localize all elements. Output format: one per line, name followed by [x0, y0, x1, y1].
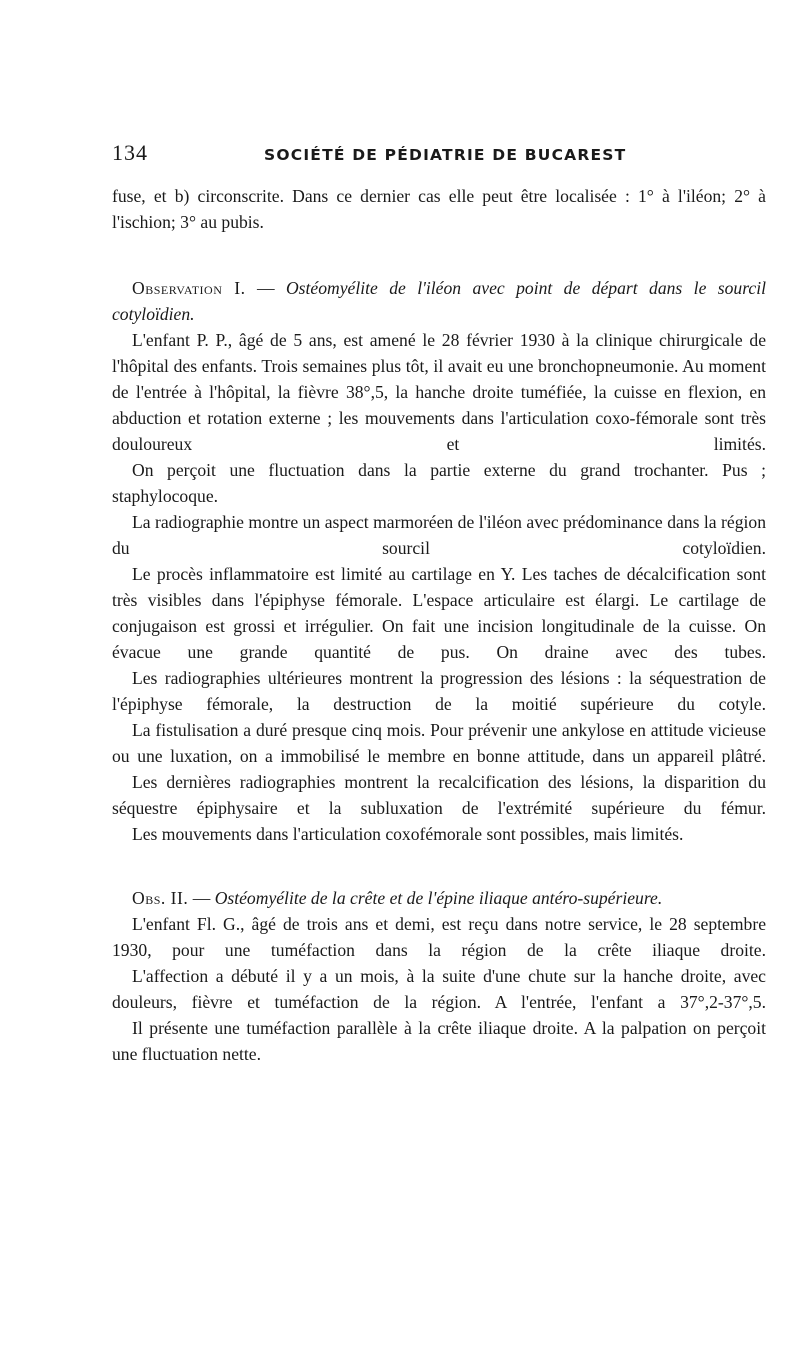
running-title: SOCIÉTÉ DE PÉDIATRIE DE BUCAREST: [264, 146, 627, 164]
obs1-paragraph: Les dernières radiographies montrent la recalcification des lésions, la disparition du séquestre épiphysaire et la subluxation de l'extrémité supérieure du fémur.: [112, 772, 766, 818]
observation-1-dash: —: [245, 278, 286, 298]
obs1-paragraph: Les mouvements dans l'articulation coxofémorale sont possibles, mais limités.: [132, 824, 684, 844]
observation-1-label: Observation I.: [132, 278, 246, 298]
body-text: [112, 183, 766, 1067]
obs1-paragraph: L'enfant P. P., âgé de 5 ans, est amené le 28 février 1930 à la clinique chirurgicale de l'hôpital des enfants. Trois semaines plus tôt, il avait eu une bronchopneumonie. Au moment de l'entrée à l'hôpital, la fièvre 38°,5, la hanche droite tuméfiée, la cuisse en flexion, en abduction et rotation externe ; les mouvements dans l'articulation coxo-fémorale sont très douloureux et limités.: [112, 330, 766, 454]
observation-1-heading: [112, 275, 766, 327]
obs1-paragraph: On perçoit une fluctuation dans la partie externe du grand trochanter. Pus ; staphylocoque.: [112, 460, 766, 506]
intro-paragraph: fuse, et b) circonscrite. Dans ce dernier cas elle peut être localisée : 1° à l'iléon; 2° à l'ischion; 3° au pubis.: [112, 186, 766, 232]
obs1-paragraph: Le procès inflammatoire est limité au cartilage en Y. Les taches de décalcification sont très visibles dans l'épiphyse fémorale. L'espace articulaire est élargi. Le cartilage de conjugaison est grossi et irrégulier. On fait une incision longitudinale de la cuisse. On évacue une grande quantité de pus. On draine avec des tubes.: [112, 564, 766, 662]
obs2-paragraph: L'affection a débuté il y a un mois, à la suite d'une chute sur la hanche droite, avec douleurs, fièvre et tuméfaction de la région. A l'entrée, l'enfant a 37°,2-37°,5.: [112, 966, 766, 1012]
observation-1-title: Ostéomyélite de l'iléon avec point de départ dans le sourcil cotyloïdien.: [112, 278, 767, 324]
observation-2-label: Obs. II.: [132, 888, 189, 908]
page-header: [112, 140, 766, 168]
obs2-paragraph: L'enfant Fl. G., âgé de trois ans et demi, est reçu dans notre service, le 28 septembre 1930, pour une tuméfaction dans la région de la crête iliaque droite.: [112, 914, 766, 960]
observation-2-dash: —: [188, 888, 215, 908]
observation-2-title: Ostéomyélite de la crête et de l'épine iliaque antéro-supérieure.: [214, 888, 663, 908]
obs1-paragraph: La radiographie montre un aspect marmoréen de l'iléon avec prédominance dans la région du sourcil cotyloïdien.: [112, 512, 766, 558]
obs1-paragraph: Les radiographies ultérieures montrent la progression des lésions : la séquestration de l'épiphyse fémorale, la destruction de la moitié supérieure du cotyle.: [112, 668, 766, 714]
page-number: 134: [112, 140, 148, 165]
obs1-paragraph: La fistulisation a duré presque cinq mois. Pour prévenir une ankylose en attitude vicieuse ou une luxation, on a immobilisé le membre en bonne attitude, dans un appareil plâtré.: [112, 720, 766, 766]
obs2-paragraph: Il présente une tuméfaction parallèle à la crête iliaque droite. A la palpation on perçoit une fluctuation nette.: [112, 1018, 766, 1064]
observation-2-heading: [112, 885, 766, 911]
